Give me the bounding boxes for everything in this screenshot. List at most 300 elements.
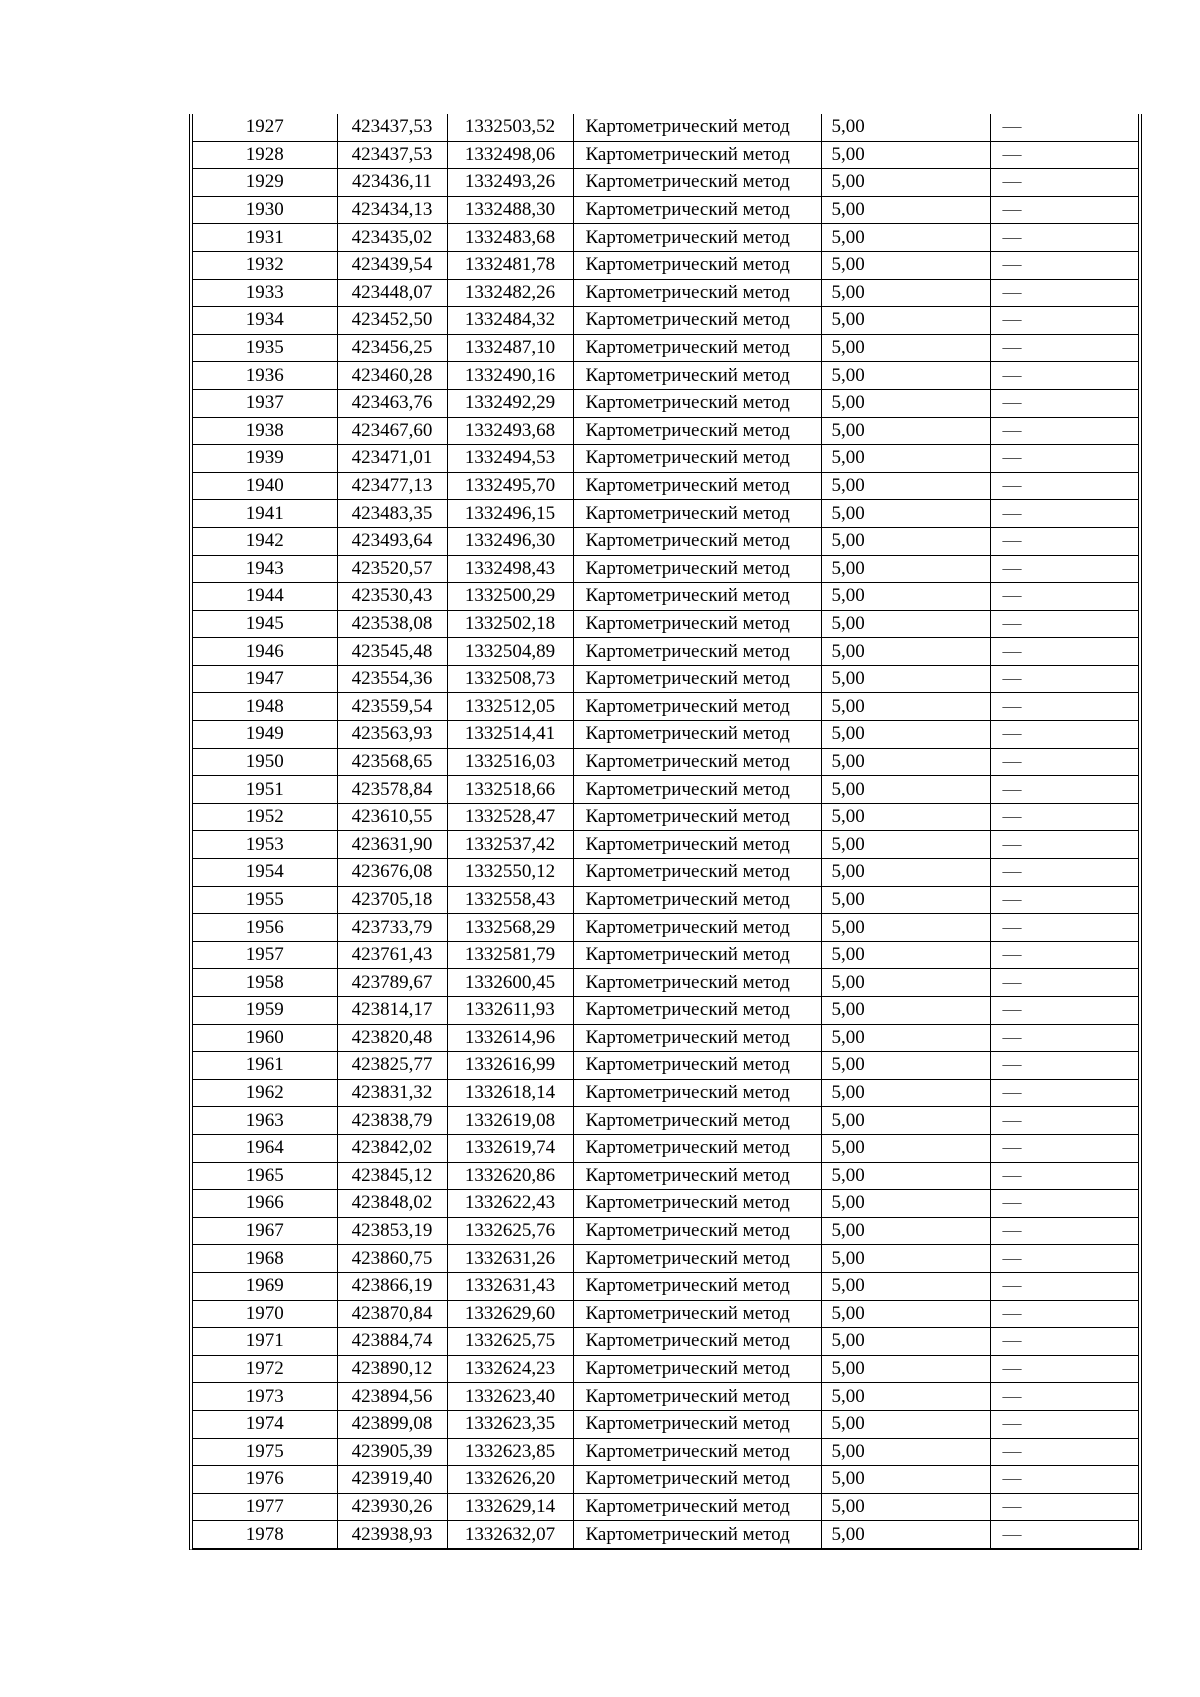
table-row: [193, 196, 1138, 224]
method-cell: Картометрический метод: [573, 445, 821, 473]
method-cell: Картометрический метод: [573, 886, 821, 914]
point-number-cell: 1944: [193, 583, 337, 611]
point-number-cell: 1951: [193, 776, 337, 804]
description-cell: —: [990, 748, 1138, 776]
point-number-cell: 1932: [193, 251, 337, 279]
x-coordinate-cell: 423825,77: [337, 1052, 447, 1080]
x-coordinate-cell: 423463,76: [337, 389, 447, 417]
table-row: [193, 1245, 1138, 1273]
y-coordinate-cell: 1332619,08: [447, 1107, 573, 1135]
description-cell: —: [990, 362, 1138, 390]
method-cell: Картометрический метод: [573, 224, 821, 252]
accuracy-cell: 5,00: [821, 307, 990, 335]
method-cell: Картометрический метод: [573, 941, 821, 969]
accuracy-cell: 5,00: [821, 1355, 990, 1383]
table-row: [193, 389, 1138, 417]
accuracy-cell: 5,00: [821, 196, 990, 224]
accuracy-cell: 5,00: [821, 555, 990, 583]
table-row: [193, 1493, 1138, 1521]
table-row: [193, 334, 1138, 362]
point-number-cell: 1934: [193, 307, 337, 335]
accuracy-cell: 5,00: [821, 334, 990, 362]
y-coordinate-cell: 1332518,66: [447, 776, 573, 804]
method-cell: Картометрический метод: [573, 307, 821, 335]
y-coordinate-cell: 1332490,16: [447, 362, 573, 390]
method-cell: Картометрический метод: [573, 859, 821, 887]
point-number-cell: 1962: [193, 1079, 337, 1107]
description-cell: —: [990, 1410, 1138, 1438]
y-coordinate-cell: 1332504,89: [447, 638, 573, 666]
method-cell: Картометрический метод: [573, 527, 821, 555]
x-coordinate-cell: 423866,19: [337, 1272, 447, 1300]
method-cell: Картометрический метод: [573, 362, 821, 390]
description-cell: —: [990, 776, 1138, 804]
point-number-cell: 1965: [193, 1162, 337, 1190]
method-cell: Картометрический метод: [573, 1438, 821, 1466]
x-coordinate-cell: 423530,43: [337, 583, 447, 611]
y-coordinate-cell: 1332623,85: [447, 1438, 573, 1466]
point-number-cell: 1973: [193, 1383, 337, 1411]
x-coordinate-cell: 423814,17: [337, 997, 447, 1025]
accuracy-cell: 5,00: [821, 914, 990, 942]
description-cell: —: [990, 969, 1138, 997]
method-cell: Картометрический метод: [573, 693, 821, 721]
description-cell: —: [990, 472, 1138, 500]
y-coordinate-cell: 1332512,05: [447, 693, 573, 721]
y-coordinate-cell: 1332514,41: [447, 721, 573, 749]
description-cell: —: [990, 721, 1138, 749]
method-cell: Картометрический метод: [573, 997, 821, 1025]
point-number-cell: 1943: [193, 555, 337, 583]
method-cell: Картометрический метод: [573, 1300, 821, 1328]
x-coordinate-cell: 423568,65: [337, 748, 447, 776]
table-row: [193, 665, 1138, 693]
method-cell: Картометрический метод: [573, 1052, 821, 1080]
table-row: [193, 500, 1138, 528]
description-cell: —: [990, 169, 1138, 197]
table-row: [193, 114, 1138, 141]
table-row: [193, 1521, 1138, 1549]
x-coordinate-cell: 423930,26: [337, 1493, 447, 1521]
y-coordinate-cell: 1332622,43: [447, 1190, 573, 1218]
table-row: [193, 583, 1138, 611]
table-row: [193, 1355, 1138, 1383]
description-cell: —: [990, 610, 1138, 638]
method-cell: Картометрический метод: [573, 1521, 821, 1549]
accuracy-cell: 5,00: [821, 1521, 990, 1549]
table-row: [193, 251, 1138, 279]
description-cell: —: [990, 1438, 1138, 1466]
description-cell: —: [990, 693, 1138, 721]
method-cell: Картометрический метод: [573, 472, 821, 500]
table-row: [193, 859, 1138, 887]
y-coordinate-cell: 1332620,86: [447, 1162, 573, 1190]
y-coordinate-cell: 1332629,60: [447, 1300, 573, 1328]
point-number-cell: 1950: [193, 748, 337, 776]
y-coordinate-cell: 1332483,68: [447, 224, 573, 252]
accuracy-cell: 5,00: [821, 1438, 990, 1466]
description-cell: —: [990, 665, 1138, 693]
coordinates-table: [193, 114, 1138, 1549]
y-coordinate-cell: 1332487,10: [447, 334, 573, 362]
x-coordinate-cell: 423460,28: [337, 362, 447, 390]
method-cell: Картометрический метод: [573, 1493, 821, 1521]
x-coordinate-cell: 423705,18: [337, 886, 447, 914]
accuracy-cell: 5,00: [821, 693, 990, 721]
accuracy-cell: 5,00: [821, 831, 990, 859]
method-cell: Картометрический метод: [573, 169, 821, 197]
y-coordinate-cell: 1332496,30: [447, 527, 573, 555]
method-cell: Картометрический метод: [573, 1466, 821, 1494]
method-cell: Картометрический метод: [573, 1162, 821, 1190]
description-cell: —: [990, 1134, 1138, 1162]
x-coordinate-cell: 423559,54: [337, 693, 447, 721]
x-coordinate-cell: 423848,02: [337, 1190, 447, 1218]
table-row: [193, 1217, 1138, 1245]
point-number-cell: 1937: [193, 389, 337, 417]
method-cell: Картометрический метод: [573, 638, 821, 666]
description-cell: —: [990, 307, 1138, 335]
x-coordinate-cell: 423483,35: [337, 500, 447, 528]
accuracy-cell: 5,00: [821, 114, 990, 141]
description-cell: —: [990, 859, 1138, 887]
point-number-cell: 1941: [193, 500, 337, 528]
x-coordinate-cell: 423538,08: [337, 610, 447, 638]
table-row: [193, 693, 1138, 721]
point-number-cell: 1954: [193, 859, 337, 887]
x-coordinate-cell: 423890,12: [337, 1355, 447, 1383]
table-row: [193, 1052, 1138, 1080]
table-row: [193, 1107, 1138, 1135]
accuracy-cell: 5,00: [821, 445, 990, 473]
y-coordinate-cell: 1332495,70: [447, 472, 573, 500]
y-coordinate-cell: 1332500,29: [447, 583, 573, 611]
accuracy-cell: 5,00: [821, 748, 990, 776]
x-coordinate-cell: 423860,75: [337, 1245, 447, 1273]
accuracy-cell: 5,00: [821, 1134, 990, 1162]
x-coordinate-cell: 423761,43: [337, 941, 447, 969]
point-number-cell: 1938: [193, 417, 337, 445]
point-number-cell: 1940: [193, 472, 337, 500]
y-coordinate-cell: 1332492,29: [447, 389, 573, 417]
description-cell: —: [990, 1107, 1138, 1135]
accuracy-cell: 5,00: [821, 389, 990, 417]
method-cell: Картометрический метод: [573, 334, 821, 362]
method-cell: Картометрический метод: [573, 1328, 821, 1356]
method-cell: Картометрический метод: [573, 1024, 821, 1052]
x-coordinate-cell: 423905,39: [337, 1438, 447, 1466]
description-cell: —: [990, 1162, 1138, 1190]
method-cell: Картометрический метод: [573, 1107, 821, 1135]
accuracy-cell: 5,00: [821, 1245, 990, 1273]
x-coordinate-cell: 423884,74: [337, 1328, 447, 1356]
y-coordinate-cell: 1332600,45: [447, 969, 573, 997]
description-cell: —: [990, 914, 1138, 942]
y-coordinate-cell: 1332631,26: [447, 1245, 573, 1273]
method-cell: Картометрический метод: [573, 583, 821, 611]
y-coordinate-cell: 1332493,26: [447, 169, 573, 197]
table-row: [193, 969, 1138, 997]
table-row: [193, 1024, 1138, 1052]
description-cell: —: [990, 1272, 1138, 1300]
y-coordinate-cell: 1332618,14: [447, 1079, 573, 1107]
y-coordinate-cell: 1332611,93: [447, 997, 573, 1025]
description-cell: —: [990, 251, 1138, 279]
point-number-cell: 1964: [193, 1134, 337, 1162]
description-cell: —: [990, 196, 1138, 224]
point-number-cell: 1976: [193, 1466, 337, 1494]
y-coordinate-cell: 1332623,35: [447, 1410, 573, 1438]
description-cell: —: [990, 583, 1138, 611]
accuracy-cell: 5,00: [821, 279, 990, 307]
accuracy-cell: 5,00: [821, 1107, 990, 1135]
table-row: [193, 748, 1138, 776]
accuracy-cell: 5,00: [821, 224, 990, 252]
table-row: [193, 362, 1138, 390]
x-coordinate-cell: 423831,32: [337, 1079, 447, 1107]
x-coordinate-cell: 423493,64: [337, 527, 447, 555]
method-cell: Картометрический метод: [573, 1190, 821, 1218]
description-cell: —: [990, 1190, 1138, 1218]
method-cell: Картометрический метод: [573, 1245, 821, 1273]
accuracy-cell: 5,00: [821, 1272, 990, 1300]
y-coordinate-cell: 1332623,40: [447, 1383, 573, 1411]
description-cell: —: [990, 500, 1138, 528]
point-number-cell: 1957: [193, 941, 337, 969]
description-cell: —: [990, 1466, 1138, 1494]
method-cell: Картометрический метод: [573, 803, 821, 831]
method-cell: Картометрический метод: [573, 1134, 821, 1162]
table-row: [193, 914, 1138, 942]
description-cell: —: [990, 941, 1138, 969]
description-cell: —: [990, 445, 1138, 473]
x-coordinate-cell: 423894,56: [337, 1383, 447, 1411]
table-row: [193, 831, 1138, 859]
x-coordinate-cell: 423437,53: [337, 114, 447, 141]
table-row: [193, 638, 1138, 666]
method-cell: Картометрический метод: [573, 555, 821, 583]
point-number-cell: 1968: [193, 1245, 337, 1273]
y-coordinate-cell: 1332581,79: [447, 941, 573, 969]
point-number-cell: 1958: [193, 969, 337, 997]
accuracy-cell: 5,00: [821, 1466, 990, 1494]
x-coordinate-cell: 423919,40: [337, 1466, 447, 1494]
y-coordinate-cell: 1332482,26: [447, 279, 573, 307]
y-coordinate-cell: 1332484,32: [447, 307, 573, 335]
table-row: [193, 1466, 1138, 1494]
point-number-cell: 1969: [193, 1272, 337, 1300]
x-coordinate-cell: 423439,54: [337, 251, 447, 279]
y-coordinate-cell: 1332624,23: [447, 1355, 573, 1383]
accuracy-cell: 5,00: [821, 1328, 990, 1356]
x-coordinate-cell: 423448,07: [337, 279, 447, 307]
point-number-cell: 1961: [193, 1052, 337, 1080]
accuracy-cell: 5,00: [821, 251, 990, 279]
x-coordinate-cell: 423563,93: [337, 721, 447, 749]
point-number-cell: 1975: [193, 1438, 337, 1466]
table-row: [193, 1410, 1138, 1438]
x-coordinate-cell: 423733,79: [337, 914, 447, 942]
x-coordinate-cell: 423676,08: [337, 859, 447, 887]
point-number-cell: 1928: [193, 141, 337, 169]
accuracy-cell: 5,00: [821, 1410, 990, 1438]
accuracy-cell: 5,00: [821, 1383, 990, 1411]
x-coordinate-cell: 423853,19: [337, 1217, 447, 1245]
x-coordinate-cell: 423477,13: [337, 472, 447, 500]
accuracy-cell: 5,00: [821, 1493, 990, 1521]
point-number-cell: 1947: [193, 665, 337, 693]
x-coordinate-cell: 423452,50: [337, 307, 447, 335]
accuracy-cell: 5,00: [821, 803, 990, 831]
method-cell: Картометрический метод: [573, 114, 821, 141]
point-number-cell: 1959: [193, 997, 337, 1025]
accuracy-cell: 5,00: [821, 969, 990, 997]
x-coordinate-cell: 423436,11: [337, 169, 447, 197]
description-cell: —: [990, 638, 1138, 666]
x-coordinate-cell: 423838,79: [337, 1107, 447, 1135]
accuracy-cell: 5,00: [821, 1217, 990, 1245]
point-number-cell: 1949: [193, 721, 337, 749]
description-cell: —: [990, 114, 1138, 141]
x-coordinate-cell: 423554,36: [337, 665, 447, 693]
y-coordinate-cell: 1332496,15: [447, 500, 573, 528]
method-cell: Картометрический метод: [573, 251, 821, 279]
method-cell: Картометрический метод: [573, 665, 821, 693]
y-coordinate-cell: 1332498,43: [447, 555, 573, 583]
accuracy-cell: 5,00: [821, 1079, 990, 1107]
point-number-cell: 1931: [193, 224, 337, 252]
description-cell: —: [990, 389, 1138, 417]
description-cell: —: [990, 1024, 1138, 1052]
method-cell: Картометрический метод: [573, 141, 821, 169]
method-cell: Картометрический метод: [573, 748, 821, 776]
table-row: [193, 997, 1138, 1025]
table-row: [193, 1190, 1138, 1218]
table-row: [193, 1272, 1138, 1300]
description-cell: —: [990, 1300, 1138, 1328]
method-cell: Картометрический метод: [573, 1355, 821, 1383]
table-row: [193, 776, 1138, 804]
y-coordinate-cell: 1332537,42: [447, 831, 573, 859]
table-row: [193, 1134, 1138, 1162]
method-cell: Картометрический метод: [573, 500, 821, 528]
x-coordinate-cell: 423471,01: [337, 445, 447, 473]
table-row: [193, 1300, 1138, 1328]
table-row: [193, 886, 1138, 914]
method-cell: Картометрический метод: [573, 1410, 821, 1438]
table-row: [193, 1079, 1138, 1107]
accuracy-cell: 5,00: [821, 1024, 990, 1052]
accuracy-cell: 5,00: [821, 941, 990, 969]
table-row: [193, 1438, 1138, 1466]
x-coordinate-cell: 423789,67: [337, 969, 447, 997]
y-coordinate-cell: 1332550,12: [447, 859, 573, 887]
x-coordinate-cell: 423842,02: [337, 1134, 447, 1162]
method-cell: Картометрический метод: [573, 610, 821, 638]
y-coordinate-cell: 1332616,99: [447, 1052, 573, 1080]
x-coordinate-cell: 423456,25: [337, 334, 447, 362]
accuracy-cell: 5,00: [821, 638, 990, 666]
method-cell: Картометрический метод: [573, 831, 821, 859]
method-cell: Картометрический метод: [573, 1383, 821, 1411]
method-cell: Картометрический метод: [573, 721, 821, 749]
method-cell: Картометрический метод: [573, 196, 821, 224]
method-cell: Картометрический метод: [573, 1079, 821, 1107]
point-number-cell: 1929: [193, 169, 337, 197]
description-cell: —: [990, 1217, 1138, 1245]
table-row: [193, 721, 1138, 749]
y-coordinate-cell: 1332498,06: [447, 141, 573, 169]
y-coordinate-cell: 1332528,47: [447, 803, 573, 831]
accuracy-cell: 5,00: [821, 610, 990, 638]
description-cell: —: [990, 997, 1138, 1025]
description-cell: —: [990, 1328, 1138, 1356]
accuracy-cell: 5,00: [821, 362, 990, 390]
y-coordinate-cell: 1332626,20: [447, 1466, 573, 1494]
description-cell: —: [990, 224, 1138, 252]
point-number-cell: 1978: [193, 1521, 337, 1549]
y-coordinate-cell: 1332502,18: [447, 610, 573, 638]
description-cell: —: [990, 1245, 1138, 1273]
method-cell: Картометрический метод: [573, 969, 821, 997]
point-number-cell: 1930: [193, 196, 337, 224]
point-number-cell: 1952: [193, 803, 337, 831]
y-coordinate-cell: 1332629,14: [447, 1493, 573, 1521]
x-coordinate-cell: 423610,55: [337, 803, 447, 831]
x-coordinate-cell: 423545,48: [337, 638, 447, 666]
y-coordinate-cell: 1332568,29: [447, 914, 573, 942]
x-coordinate-cell: 423899,08: [337, 1410, 447, 1438]
coordinates-table-frame: [189, 114, 1142, 1550]
description-cell: —: [990, 527, 1138, 555]
point-number-cell: 1935: [193, 334, 337, 362]
table-row: [193, 472, 1138, 500]
method-cell: Картометрический метод: [573, 417, 821, 445]
accuracy-cell: 5,00: [821, 169, 990, 197]
table-row: [193, 610, 1138, 638]
x-coordinate-cell: 423631,90: [337, 831, 447, 859]
y-coordinate-cell: 1332503,52: [447, 114, 573, 141]
y-coordinate-cell: 1332493,68: [447, 417, 573, 445]
y-coordinate-cell: 1332488,30: [447, 196, 573, 224]
y-coordinate-cell: 1332619,74: [447, 1134, 573, 1162]
table-row: [193, 1383, 1138, 1411]
accuracy-cell: 5,00: [821, 665, 990, 693]
point-number-cell: 1927: [193, 114, 337, 141]
y-coordinate-cell: 1332494,53: [447, 445, 573, 473]
x-coordinate-cell: 423520,57: [337, 555, 447, 583]
accuracy-cell: 5,00: [821, 1300, 990, 1328]
method-cell: Картометрический метод: [573, 1217, 821, 1245]
description-cell: —: [990, 1052, 1138, 1080]
x-coordinate-cell: 423434,13: [337, 196, 447, 224]
point-number-cell: 1963: [193, 1107, 337, 1135]
method-cell: Картометрический метод: [573, 279, 821, 307]
accuracy-cell: 5,00: [821, 583, 990, 611]
description-cell: —: [990, 555, 1138, 583]
point-number-cell: 1972: [193, 1355, 337, 1383]
point-number-cell: 1960: [193, 1024, 337, 1052]
description-cell: —: [990, 279, 1138, 307]
point-number-cell: 1974: [193, 1410, 337, 1438]
table-row: [193, 941, 1138, 969]
x-coordinate-cell: 423870,84: [337, 1300, 447, 1328]
description-cell: —: [990, 1383, 1138, 1411]
point-number-cell: 1970: [193, 1300, 337, 1328]
point-number-cell: 1946: [193, 638, 337, 666]
point-number-cell: 1945: [193, 610, 337, 638]
table-row: [193, 279, 1138, 307]
